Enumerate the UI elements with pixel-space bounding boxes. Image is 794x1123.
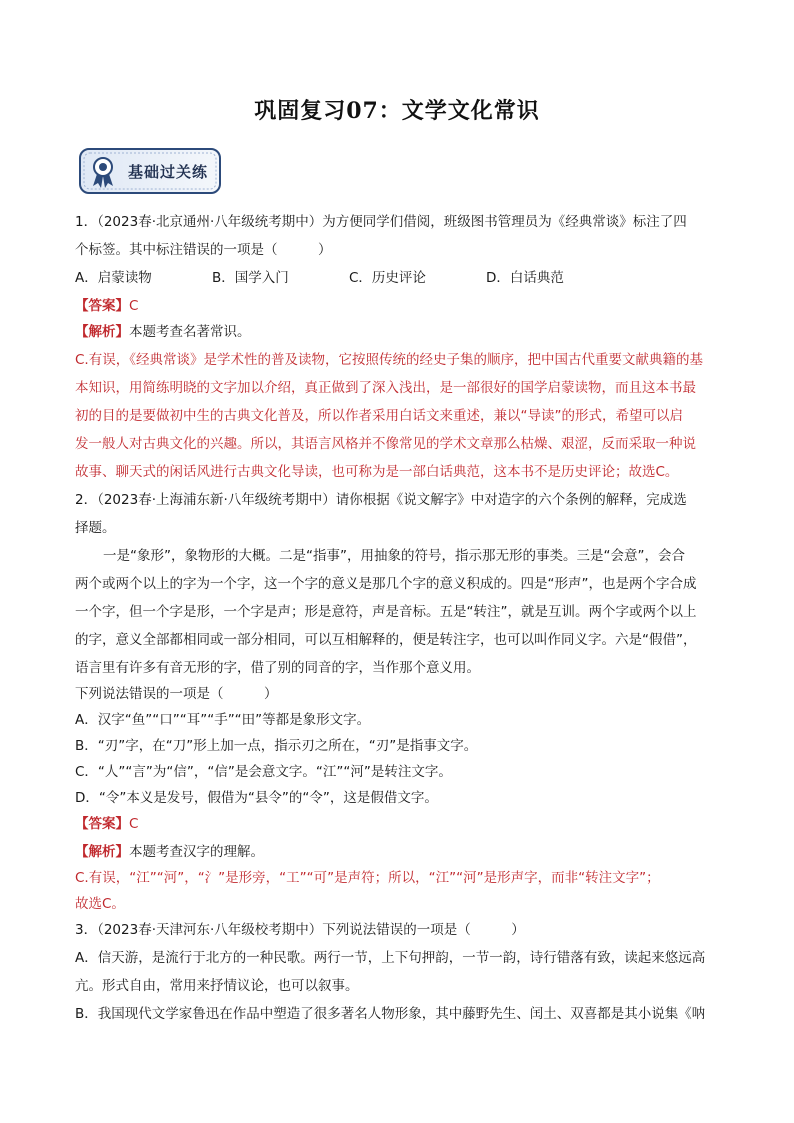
q3-option-line: A．信天游，是流行于北方的一种民歌。两行一节，上下句押韵，一节一韵，诗行错落有致，读起来悠远高: [75, 950, 706, 966]
q2-analysis-head: [75, 842, 725, 862]
q1-stem-line-2: 个标签。其中标注错误的一项是（ ）: [75, 242, 332, 258]
q2-stem-line-2: 择题。: [75, 520, 116, 536]
answer-tag: 【答案】: [75, 298, 129, 314]
q2-passage-line: 的字，意义全部都相同或一部分相同，可以互相解释的，便是转注字，也可以叫作同义字。六是“假借”，: [75, 632, 697, 648]
q3-stem: 3．（2023春·天津河东·八年级校考期中）下列说法错误的一项是（ ）: [75, 922, 525, 938]
q2-question: 下列说法错误的一项是（ ）: [75, 686, 278, 702]
section-badge-label: 基础过关练: [128, 163, 209, 181]
q1-analysis-line: 本知识，用简练明晓的文字加以介绍，真正做到了深入浅出，是一部很好的国学启蒙读物，而且这本书最: [75, 380, 696, 396]
q2-option-b: B．“刃”字，在“刀”形上加一点，指示刃之所在，“刃”是指事文字。: [75, 738, 478, 754]
q2-analysis-line: 故选C。: [75, 896, 125, 912]
q1-analysis-line: C.有误，《经典常谈》是学术性的普及读物，它按照传统的经史子集的顺序，把中国古代重要文献典籍的基: [75, 352, 703, 368]
q2-answer: [75, 814, 725, 834]
analysis-head-text: 本题考查汉字的理解。: [129, 844, 264, 860]
q2-analysis-line: C.有误，“江”“河”，“氵”是形旁，“工”“可”是声符；所以，“江”“河”是形声字，而非“转注文字”；: [75, 870, 660, 886]
q1-option-c: C．历史评论: [349, 270, 426, 286]
q1-option-a: A．启蒙读物: [75, 270, 152, 286]
q2-option-d: D．“令”本义是发号，假借为“县令”的“令”，这是假借文字。: [75, 790, 438, 806]
q3-option-line: B．我国现代文学家鲁迅在作品中塑造了很多著名人物形象，其中藤野先生、闰土、双喜都是其小说集《呐: [75, 1006, 706, 1022]
q2-stem-line-1: 2．（2023春·上海浦东新·八年级统考期中）请你根据《说文解字》中对造字的六个条例的解释，完成选: [75, 492, 687, 508]
q2-option-a: A．汉字“鱼”“口”“耳”“手”“田”等都是象形文字。: [75, 712, 371, 728]
answer-value: C: [129, 816, 139, 832]
q1-analysis-line: 初的目的是要做初中生的古典文化普及，所以作者采用白话文来重述，兼以“导读”的形式，希望可以启: [75, 408, 683, 424]
page-title: 巩固复习07：文学文化常识: [254, 98, 540, 124]
q2-passage-line: 一个字，但一个字是形，一个字是声；形是意符，声是音标。五是“转注”，就是互训。两个字或两个以上: [75, 604, 697, 620]
q1-analysis-line: 故事、聊天式的闲话风进行古典文化导读，也可称为是一部白话典范，这本书不是历史评论；故选C。: [75, 464, 679, 480]
q1-analysis-head: [75, 322, 725, 342]
q1-option-d: D．白话典范: [486, 270, 564, 286]
q2-passage-line: 两个或两个以上的字为一个字，这一个字的意义是那几个字的意义积成的。四是“形声”，也是两个字合成: [75, 576, 697, 592]
answer-tag: 【答案】: [75, 816, 129, 832]
analysis-tag: 【解析】: [75, 324, 129, 340]
analysis-head-text: 本题考查名著常识。: [129, 324, 251, 340]
answer-value: C: [129, 298, 139, 314]
q1-option-b: B．国学入门: [212, 270, 289, 286]
q1-analysis-line: 发一般人对古典文化的兴趣。所以，其语言风格并不像常见的学术文章那么枯燥、艰涩，反而采取一种说: [75, 436, 696, 452]
analysis-tag: 【解析】: [75, 844, 129, 860]
q2-passage-line: 一是“象形”，象物形的大概。二是“指事”，用抽象的符号，指示那无形的事类。三是“会意”，会合: [103, 548, 685, 564]
q1-stem-line-1: 1．（2023春·北京通州·八年级统考期中）为方便同学们借阅，班级图书管理员为《经典常谈》标注了四: [75, 214, 687, 230]
q2-option-c: C．“人”“言”为“信”，“信”是会意文字。“江”“河”是转注文字。: [75, 764, 452, 780]
q3-option-line: 亢。形式自由，常用来抒情议论，也可以叙事。: [75, 978, 359, 994]
q1-answer: [75, 296, 725, 316]
q2-passage-line: 语言里有许多有音无形的字，借了别的同音的字，当作那个意义用。: [75, 660, 480, 676]
